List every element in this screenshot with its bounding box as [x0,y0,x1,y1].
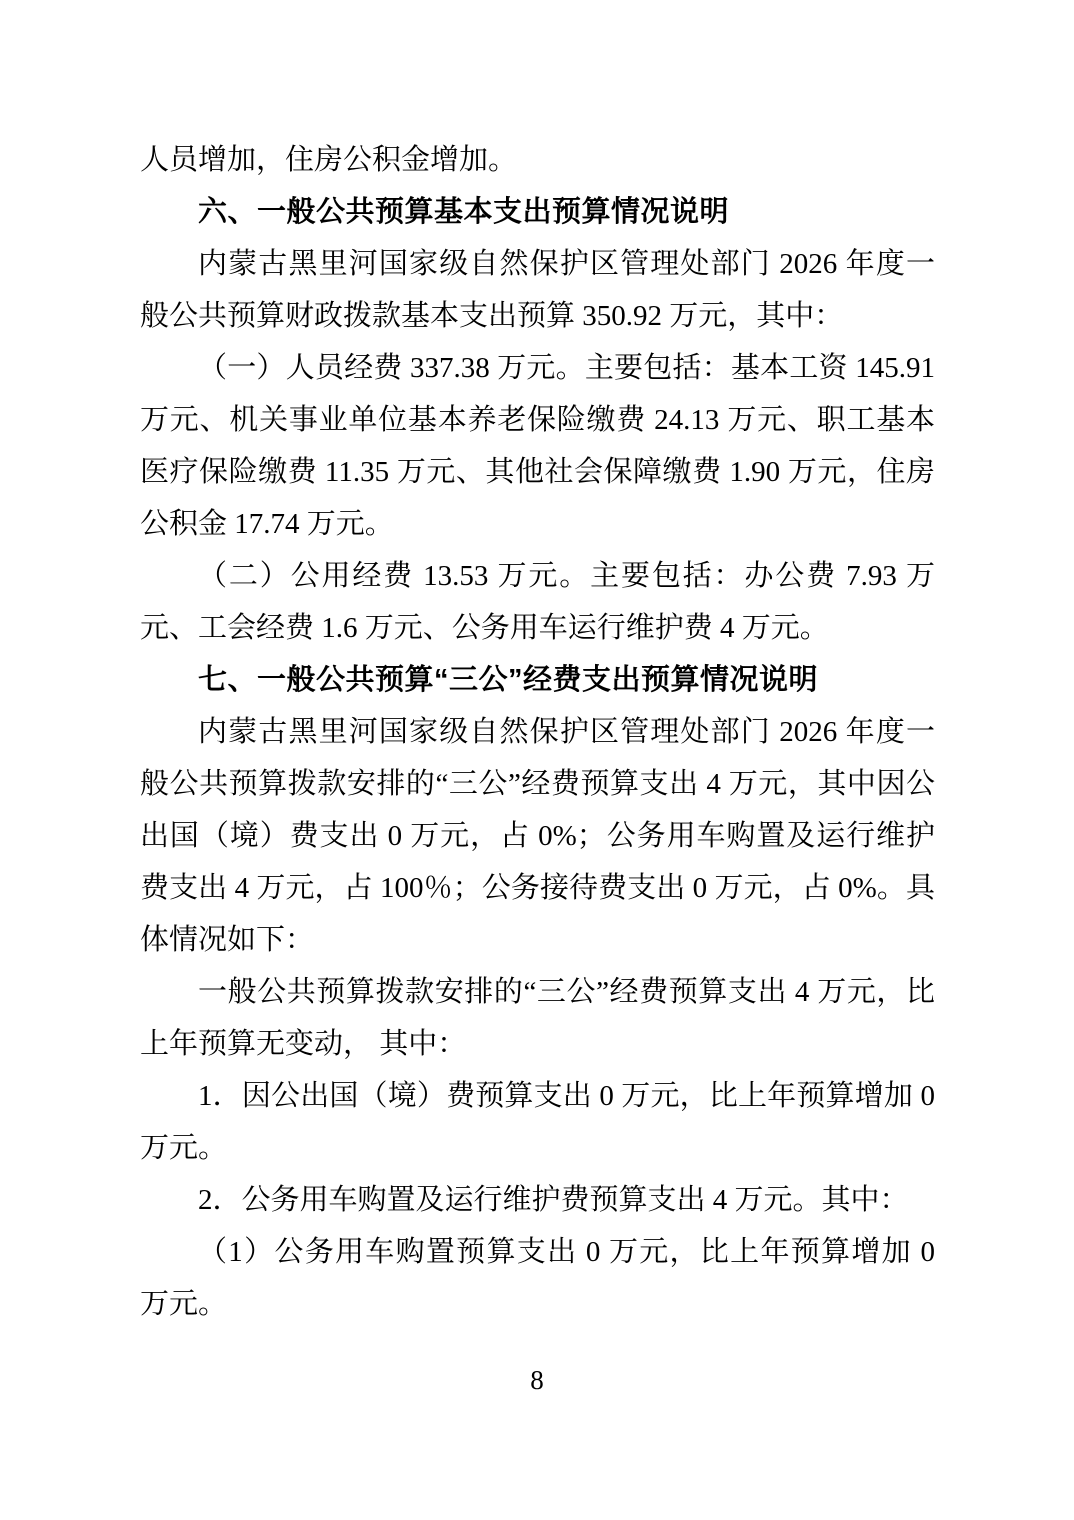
document-body [140,134,935,1330]
section-heading: 七、一般公共预算“三公”经费支出预算情况说明 [198,664,819,696]
page-footer [0,1360,1074,1400]
page-number: 8 [530,1365,544,1395]
paragraph: 一般公共预算拨款安排的“三公”经费预算支出 4 万元，比上年预算无变动， 其中： [140,976,935,1060]
paragraph: 内蒙古黑里河国家级自然保护区管理处部门 2026 年度一般公共预算财政拨款基本支出预算 350.92 万元，其中： [140,248,935,332]
paragraph: （一）人员经费 337.38 万元。主要包括：基本工资 145.91 万元、机关事业单位基本养老保险缴费 24.13 万元、职工基本医疗保险缴费 11.35 万元、其他社会保障缴费 1.90 万元，住房公积金 17.74 万元。 [140,352,935,540]
paragraph: 1．因公出国（境）费预算支出 0 万元，比上年预算增加 0 万元。 [140,1080,935,1164]
paragraph: （二）公用经费 13.53 万元。主要包括：办公费 7.93 万元、工会经费 1.6 万元、公务用车运行维护费 4 万元。 [140,560,935,644]
paragraph: 2．公务用车购置及运行维护费预算支出 4 万元。其中： [198,1184,909,1216]
paragraph: （1）公务用车购置预算支出 0 万元，比上年预算增加 0 万元。 [140,1236,935,1320]
paragraph: 内蒙古黑里河国家级自然保护区管理处部门 2026 年度一般公共预算拨款安排的“三公”经费预算支出 4 万元，其中因公出国（境）费支出 0 万元，占 0%；公务用车购置及运行维护费支出 4 万元，占 100％；公务接待费支出 0 万元，占 0%。具体情况如下： [140,716,935,956]
paragraph: 人员增加，住房公积金增加。 [140,144,518,176]
section-heading: 六、一般公共预算基本支出预算情况说明 [198,196,730,228]
